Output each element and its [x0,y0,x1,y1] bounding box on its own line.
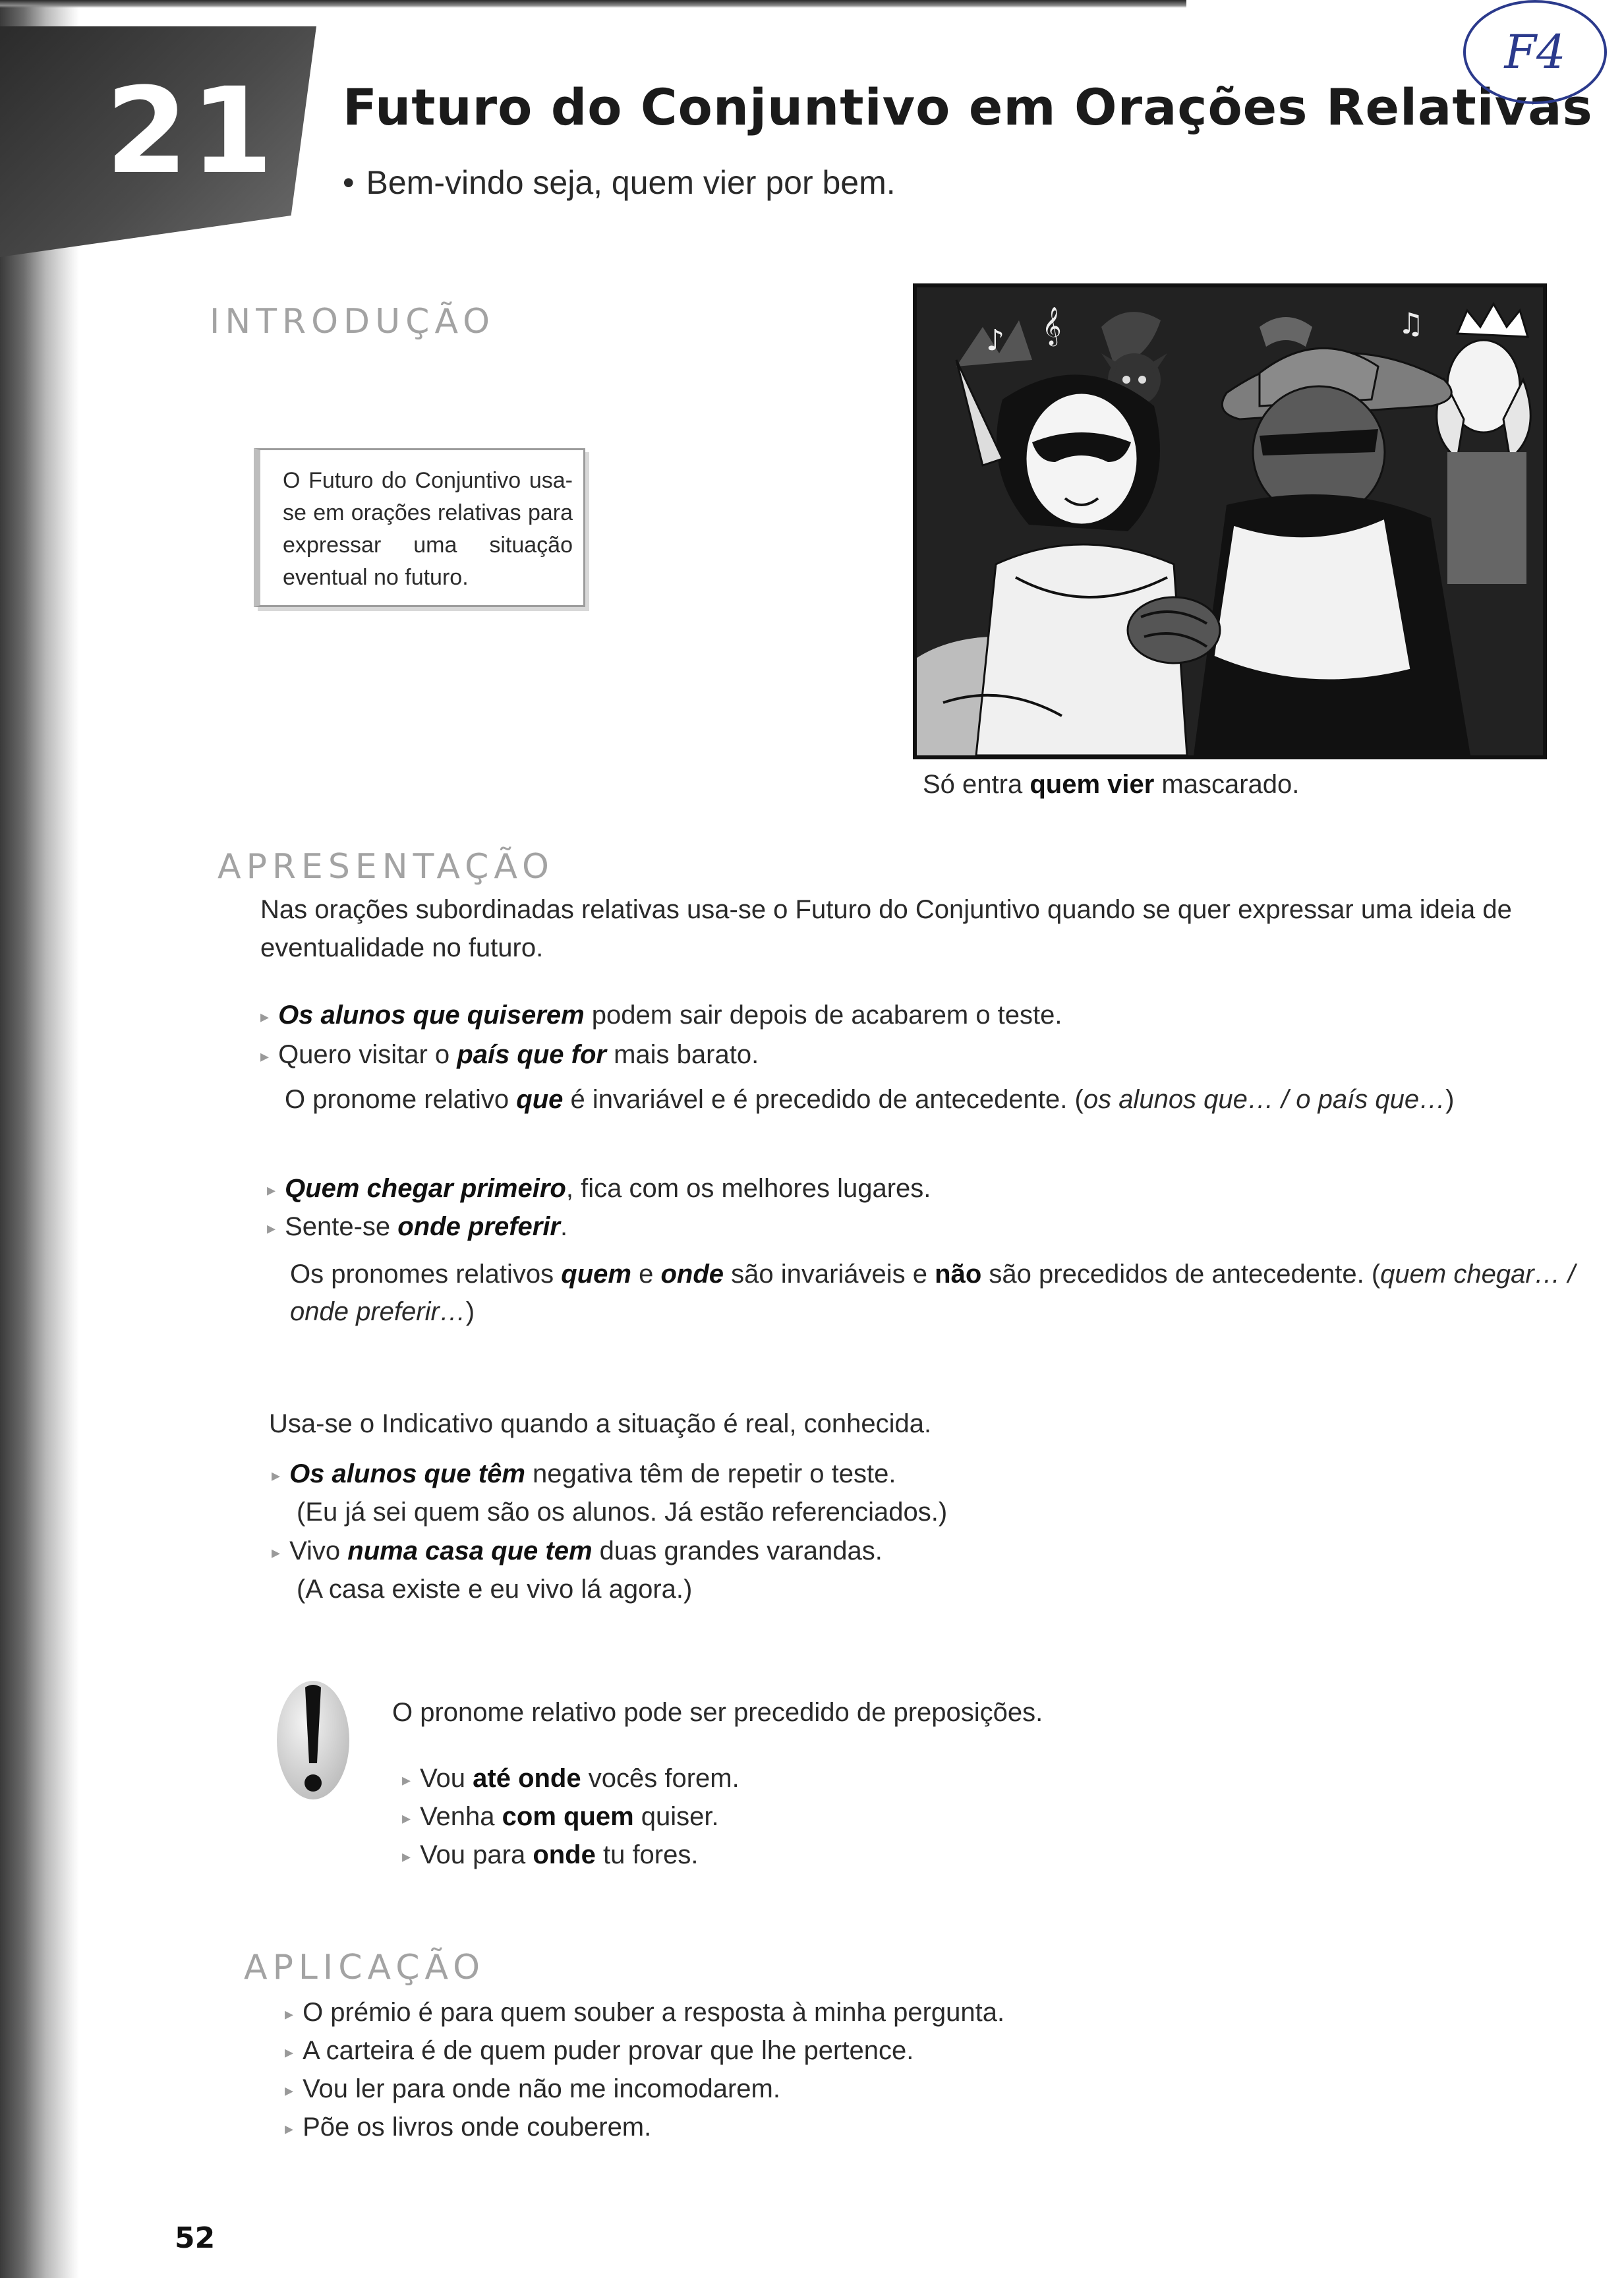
svg-text:♫: ♫ [1398,307,1424,341]
unit-subtitle [343,163,896,202]
example-bold: com quem [502,1802,634,1831]
arrow-bullet-icon: ▸ [272,1465,281,1486]
indicative-intro: Usa-se o Indicativo quando a situação é real, conhecida. [269,1409,932,1438]
arrow-bullet-icon: ▸ [402,1808,411,1828]
note-text: e [631,1260,661,1289]
example-text: Venha [420,1802,502,1831]
note-bold: quem [561,1260,631,1289]
bullet-icon: • [343,164,355,201]
example-explanation: (Eu já sei quem são os alunos. Já estão referenciados.) [297,1498,948,1527]
preposition-example [402,1836,698,1875]
chapter-number: 21 [105,63,276,200]
example-bold: até onde [473,1764,581,1793]
example-text: quiser. [633,1802,719,1831]
subtitle-text: Bem-vindo seja, quem vier por bem. [366,164,896,201]
example-bold: onde [533,1840,596,1869]
example-bold: Os alunos que quiserem [278,1001,585,1030]
example-bold: Os alunos que têm [289,1459,525,1488]
grammar-note-continued [290,1293,475,1330]
note-italic: onde preferir… [290,1297,466,1326]
svg-text:♪: ♪ [986,324,1005,357]
arrow-bullet-icon: ▸ [267,1180,276,1200]
example-text: podem sair depois de acabarem o teste. [584,1001,1062,1030]
application-item [285,1994,1004,2032]
presentation-intro-line-2: eventualidade no futuro. [260,933,544,962]
arrow-bullet-icon: ▸ [285,2004,294,2024]
application-text: Põe os livros onde couberem. [303,2113,652,2142]
example-text: vocês forem. [581,1764,740,1793]
note-text: é invariável e é precedido de antecedente. ( [563,1085,1084,1114]
exclamation-icon [274,1678,353,1803]
example-item [260,1036,759,1074]
arrow-bullet-icon: ▸ [272,1542,281,1563]
example-item [267,1208,567,1246]
note-italic: quem chegar… / [1380,1260,1575,1289]
arrow-bullet-icon: ▸ [402,1770,411,1790]
carnival-scene-icon [917,287,1543,755]
note-text: ) [465,1297,475,1326]
example-bold: país que for [457,1040,606,1069]
example-bold: numa casa que tem [347,1536,593,1565]
example-text: , fica com os melhores lugares. [566,1174,931,1203]
unit-title: Futuro do Conjuntivo em Orações Relativas [343,78,1593,136]
example-text: Vivo [289,1536,348,1565]
note-bold: que [516,1085,564,1114]
carnival-illustration [913,283,1547,759]
arrow-bullet-icon: ▸ [267,1218,276,1239]
illustration-caption [923,770,1299,800]
example-text: . [560,1212,568,1241]
application-text: A carteira é de quem puder provar que lhe pertence. [303,2036,914,2065]
example-text: Sente-se [285,1212,398,1241]
section-heading-aplicacao: APLICAÇÃO [244,1948,486,1987]
example-text: Vou [420,1764,473,1793]
example-text: negativa têm de repetir o teste. [525,1459,896,1488]
presentation-intro-line-1: Nas orações subordinadas relativas usa-se o Futuro do Conjuntivo quando se quer expressar uma ideia de [260,895,1512,924]
handwritten-note: F4 [1463,0,1607,104]
example-text: Vou para [420,1840,533,1869]
arrow-bullet-icon: ▸ [260,1007,270,1027]
example-item [272,1455,896,1494]
caption-text-1: Só entra [923,770,1030,799]
note-text: são precedidos de antecedente. ( [981,1260,1381,1289]
application-item [285,2032,914,2070]
section-heading-apresentacao: APRESENTAÇÃO [218,847,554,887]
caption-text-2: mascarado. [1154,770,1300,799]
note-italic: os alunos que… / o país que… [1083,1085,1446,1114]
example-text: tu fores. [595,1840,699,1869]
example-explanation: (A casa existe e eu vivo lá agora.) [297,1575,693,1604]
application-text: O prémio é para quem souber a resposta à minha pergunta. [303,1998,1005,2027]
intro-info-box [254,448,585,607]
preposition-note: O pronome relativo pode ser precedido de preposições. [392,1698,1043,1727]
svg-text:𝄞: 𝄞 [1042,307,1062,345]
preposition-example [402,1798,719,1836]
page-number: 52 [175,2221,216,2255]
arrow-bullet-icon: ▸ [260,1046,270,1066]
arrow-bullet-icon: ▸ [285,2042,294,2062]
example-bold: onde preferir [397,1212,560,1241]
example-item [272,1533,883,1571]
arrow-bullet-icon: ▸ [285,2080,294,2101]
example-item [267,1170,931,1208]
application-text: Vou ler para onde não me incomodarem. [303,2074,780,2103]
application-item [285,2109,651,2147]
grammar-note [285,1081,1454,1118]
section-heading-introducao: INTRODUÇÃO [210,302,496,341]
scan-binding-shadow [0,0,79,2278]
example-text: Quero visitar o [278,1040,457,1069]
arrow-bullet-icon: ▸ [402,1846,411,1867]
note-text: são invariáveis e [724,1260,935,1289]
note-text: O pronome relativo [285,1085,517,1114]
note-text: Os pronomes relativos [290,1260,562,1289]
example-bold: Quem chegar primeiro [285,1174,566,1203]
application-item [285,2070,780,2109]
note-bold: não [935,1260,982,1289]
scan-top-edge [0,0,1186,8]
caption-bold: quem vier [1030,770,1155,799]
preposition-example [402,1760,740,1798]
arrow-bullet-icon: ▸ [285,2118,294,2139]
note-text: ) [1445,1085,1455,1114]
example-item [260,997,1062,1035]
example-text: duas grandes varandas. [592,1536,883,1565]
example-text: mais barato. [606,1040,759,1069]
intro-info-text: O Futuro do Conjuntivo usa-se em orações relativas para expressar uma situação eventual no futuro. [283,468,573,590]
grammar-note [290,1256,1575,1293]
note-bold: onde [660,1260,724,1289]
